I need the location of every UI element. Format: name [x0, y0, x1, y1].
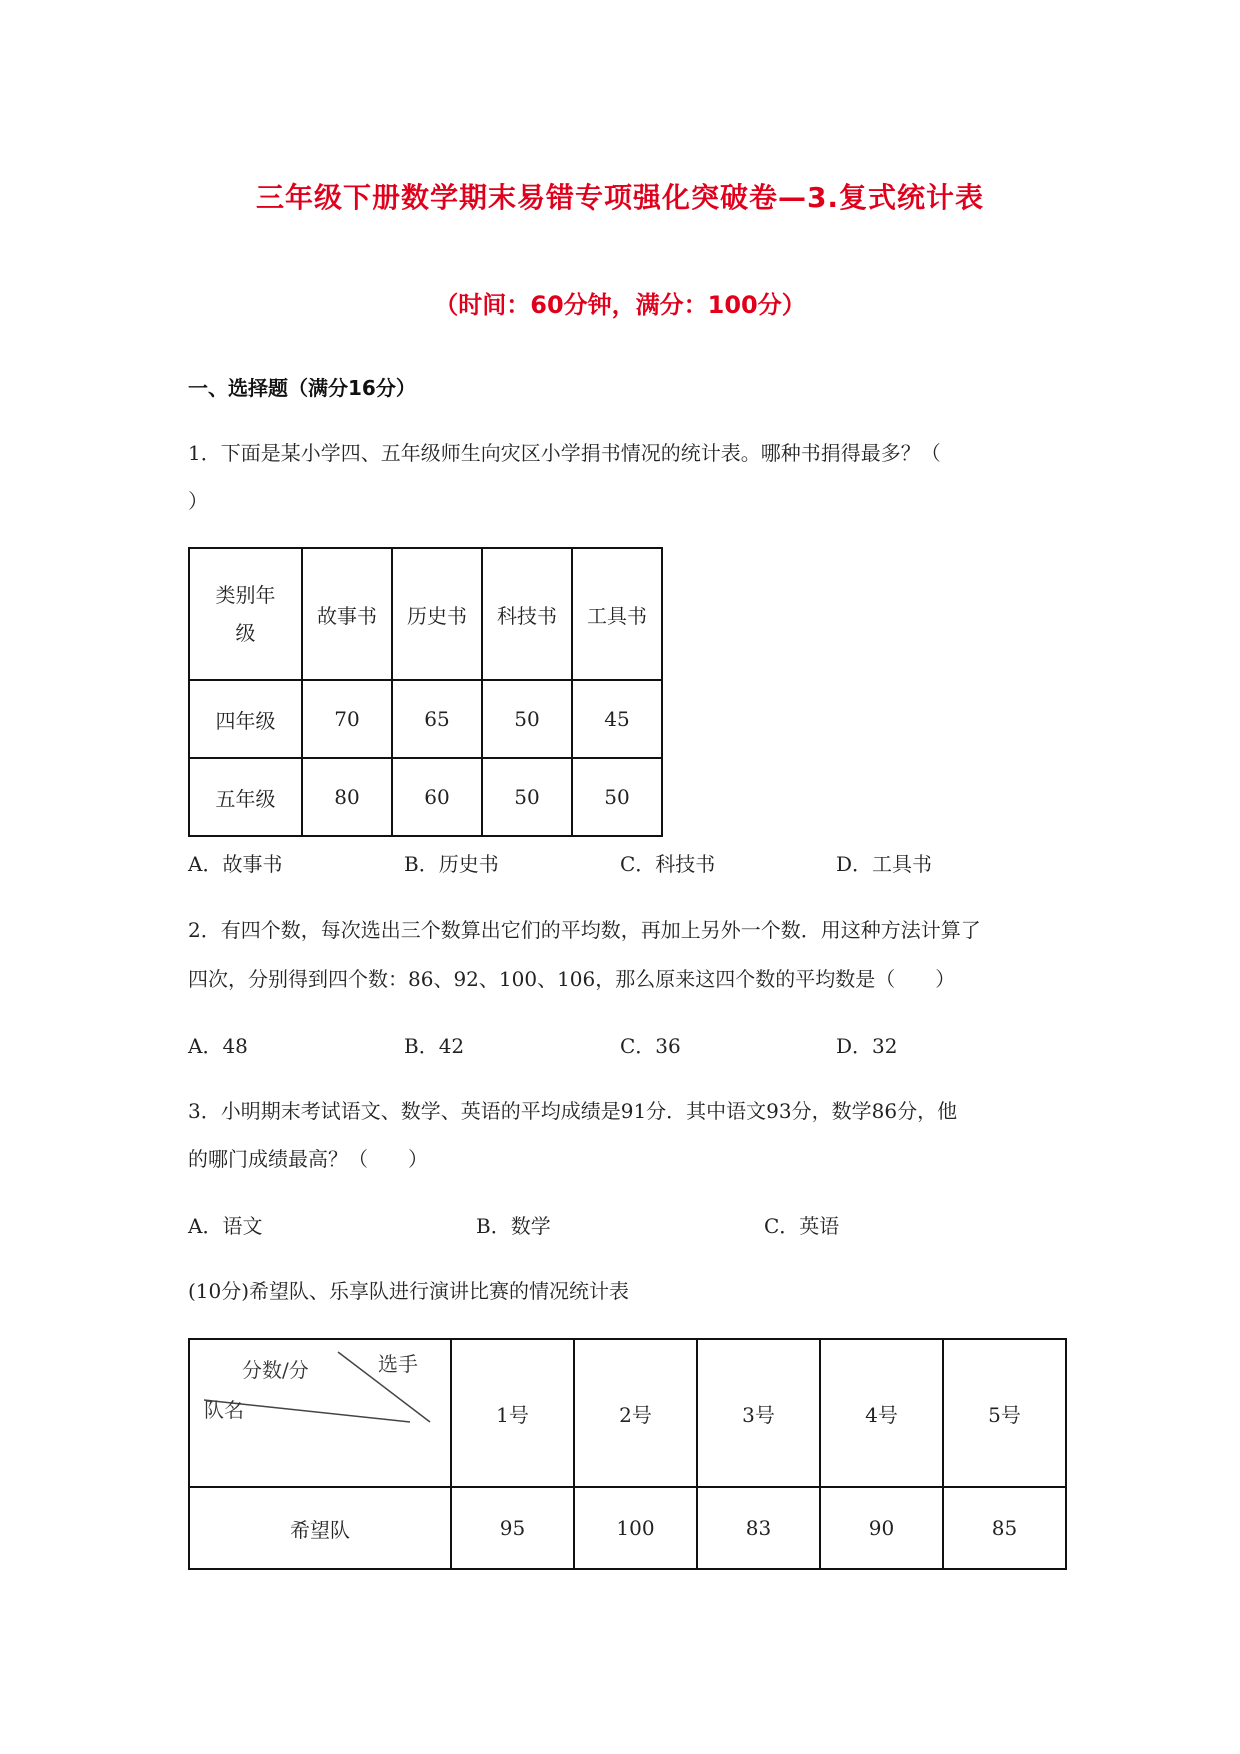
table-header-corner: 类别年 级: [189, 548, 302, 680]
q3-option-b[interactable]: B．数学: [476, 1214, 551, 1238]
table-header-cell: 故事书: [302, 548, 392, 680]
q1-text-line1: 1．下面是某小学四、五年级师生向灾区小学捐书情况的统计表。哪种书捐得最多？（: [188, 441, 941, 465]
table-cell: 65: [392, 680, 482, 758]
table-header-cell: 5号: [943, 1339, 1066, 1487]
table-cell: 50: [482, 680, 572, 758]
q3-option-c[interactable]: C．英语: [764, 1214, 840, 1238]
diagonal-header-cell: [189, 1339, 451, 1487]
table-row: [189, 1487, 1066, 1569]
diag-label-score: 分数/分: [242, 1358, 309, 1382]
table-cell: 90: [820, 1487, 943, 1569]
table-row: [189, 758, 662, 836]
q2-option-c[interactable]: C．36: [620, 1034, 681, 1058]
table-row: [189, 680, 662, 758]
q1-option-b[interactable]: B．历史书: [404, 852, 499, 876]
table-header-cell: 4号: [820, 1339, 943, 1487]
q1-option-c[interactable]: C．科技书: [620, 852, 716, 876]
table-cell: 85: [943, 1487, 1066, 1569]
table-header-cell: 历史书: [392, 548, 482, 680]
q3-text-line2: 的哪门成绩最高？（ ）: [188, 1147, 428, 1171]
row-label: 四年级: [189, 680, 302, 758]
table-header-cell: 科技书: [482, 548, 572, 680]
table-cell: 83: [697, 1487, 820, 1569]
q1-option-a[interactable]: A．故事书: [188, 852, 283, 876]
row-label: 五年级: [189, 758, 302, 836]
diag-label-team: 队名: [204, 1398, 244, 1422]
table-cell: 95: [451, 1487, 574, 1569]
q4-speech-table: [188, 1338, 1067, 1570]
page-subtitle: （时间：60分钟，满分：100分）: [434, 291, 806, 319]
table-cell: 45: [572, 680, 662, 758]
table-header-cell: 2号: [574, 1339, 697, 1487]
table-header-cell: 工具书: [572, 548, 662, 680]
table-cell: 50: [482, 758, 572, 836]
page-title: 三年级下册数学期末易错专项强化突破卷—3.复式统计表: [255, 181, 985, 214]
q3-option-a[interactable]: A．语文: [188, 1214, 263, 1238]
table-header-cell: 1号: [451, 1339, 574, 1487]
q2-text-line1: 2．有四个数，每次选出三个数算出它们的平均数，再加上另外一个数．用这种方法计算了: [188, 918, 981, 942]
table-cell: 60: [392, 758, 482, 836]
diag-label-player: 选手: [378, 1352, 418, 1376]
table-header-cell: 3号: [697, 1339, 820, 1487]
q2-option-b[interactable]: B．42: [404, 1034, 465, 1058]
q2-option-d[interactable]: D．32: [836, 1034, 898, 1058]
q1-text-line2: ）: [188, 489, 208, 513]
q1-option-d[interactable]: D．工具书: [836, 852, 933, 876]
q3-text-line1: 3．小明期末考试语文、数学、英语的平均成绩是91分．其中语文93分，数学86分，他: [188, 1099, 958, 1123]
table-cell: 100: [574, 1487, 697, 1569]
q2-option-a[interactable]: A．48: [188, 1034, 248, 1058]
table-cell: 80: [302, 758, 392, 836]
q4-caption: (10分)希望队、乐享队进行演讲比赛的情况统计表: [188, 1279, 630, 1303]
section-heading: 一、选择题（满分16分）: [188, 376, 416, 400]
q1-book-table: [188, 547, 663, 837]
row-label: 希望队: [189, 1487, 451, 1569]
q2-text-line2: 四次，分别得到四个数：86、92、100、106，那么原来这四个数的平均数是（ ）: [188, 967, 956, 991]
table-cell: 50: [572, 758, 662, 836]
table-cell: 70: [302, 680, 392, 758]
